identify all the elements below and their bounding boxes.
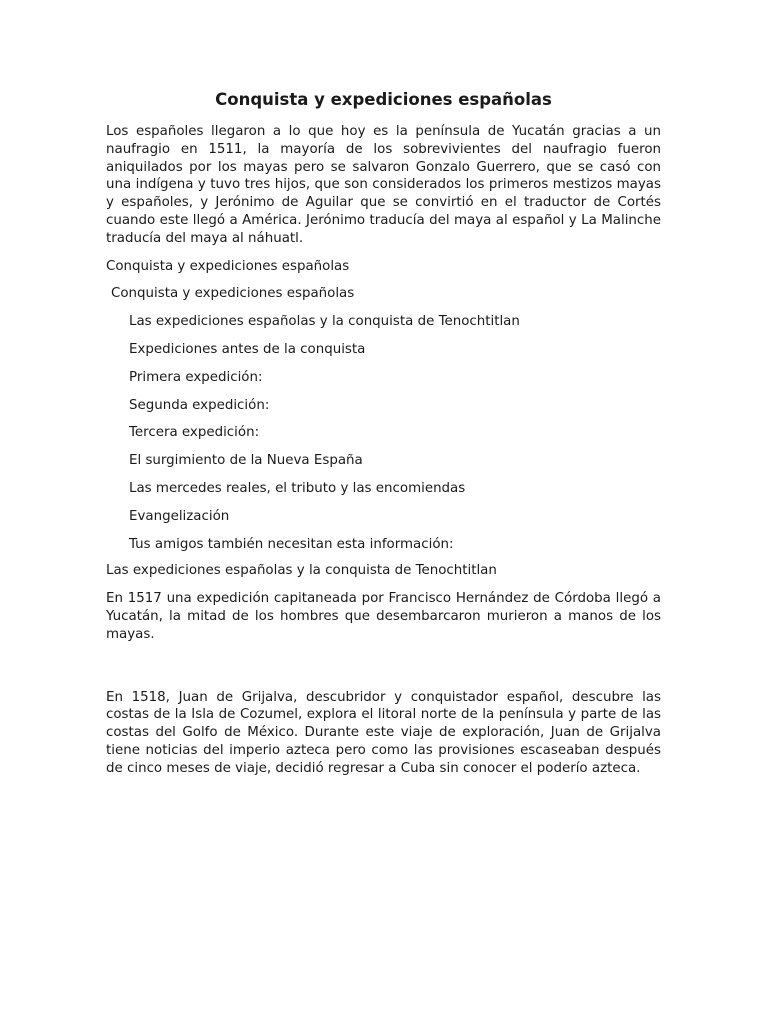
spacer (106, 248, 661, 258)
toc-item[interactable]: Tercera expedición: (129, 425, 260, 441)
spacer (106, 414, 661, 424)
toc-subheading: Conquista y expediciones españolas (111, 286, 355, 302)
toc-item[interactable]: Las mercedes reales, el tributo y las encomiendas (129, 480, 466, 496)
spacer (106, 303, 661, 313)
spacer (106, 498, 661, 508)
spacer (106, 580, 661, 590)
paragraph-1517: En 1517 una expedición capitaneada por Francisco Hernández de Córdoba llegó a Yucatán, la mitad de los hombres que desembarcaron murieron a manos de los mayas. (106, 591, 661, 642)
spacer (106, 275, 661, 285)
spacer (106, 644, 661, 689)
intro-paragraph: Los españoles llegaron a lo que hoy es la península de Yucatán gracias a un naufragio en 1511, la mayoría de los sobrevivientes del naufragio fueron aniquilados por los mayas pero se salvaron Gonzalo Guerrero, que se casó con una indígena y tuvo tres hijos, que son considerados los primeros mestizos mayas y españoles, y Jerónimo de Aguilar que se convirtió en el traductor de Cortés cuando este llegó a América. Jerónimo traducía del maya al español y La Malinche traducía del maya al náhuatl. (106, 124, 661, 246)
toc-item[interactable]: Segunda expedición: (129, 397, 270, 413)
spacer (106, 387, 661, 397)
spacer (106, 526, 661, 536)
toc-item[interactable]: Las expediciones españolas y la conquista de Tenochtitlan (129, 314, 520, 330)
spacer (106, 442, 661, 452)
toc-item[interactable]: Primera expedición: (129, 369, 263, 385)
spacer (106, 553, 661, 562)
toc-heading: Conquista y expediciones españolas (106, 258, 350, 274)
toc-item[interactable]: Expediciones antes de la conquista (129, 341, 366, 357)
spacer (106, 331, 661, 341)
paragraph-1518: En 1518, Juan de Grijalva, descubridor y conquistador español, descubre las costas de la Isla de Cozumel, explora el litoral norte de la península y parte de las costas del Golfo de México. Durante este viaje de exploración, Juan de Grijalva tiene noticias del imperio azteca pero como las provisiones escaseaban después de cinco meses de viaje, decidió regresar a Cuba sin conocer el poderío azteca. (106, 689, 661, 776)
page-title: Conquista y expediciones españolas (215, 90, 552, 109)
spacer (106, 359, 661, 369)
toc-item[interactable]: Evangelización (129, 508, 230, 524)
section-heading: Las expediciones españolas y la conquista de Tenochtitlan (106, 563, 497, 579)
toc-item[interactable]: Tus amigos también necesitan esta información: (129, 536, 454, 552)
document-page (106, 88, 661, 778)
toc-item[interactable]: El surgimiento de la Nueva España (129, 453, 363, 469)
spacer (106, 470, 661, 480)
